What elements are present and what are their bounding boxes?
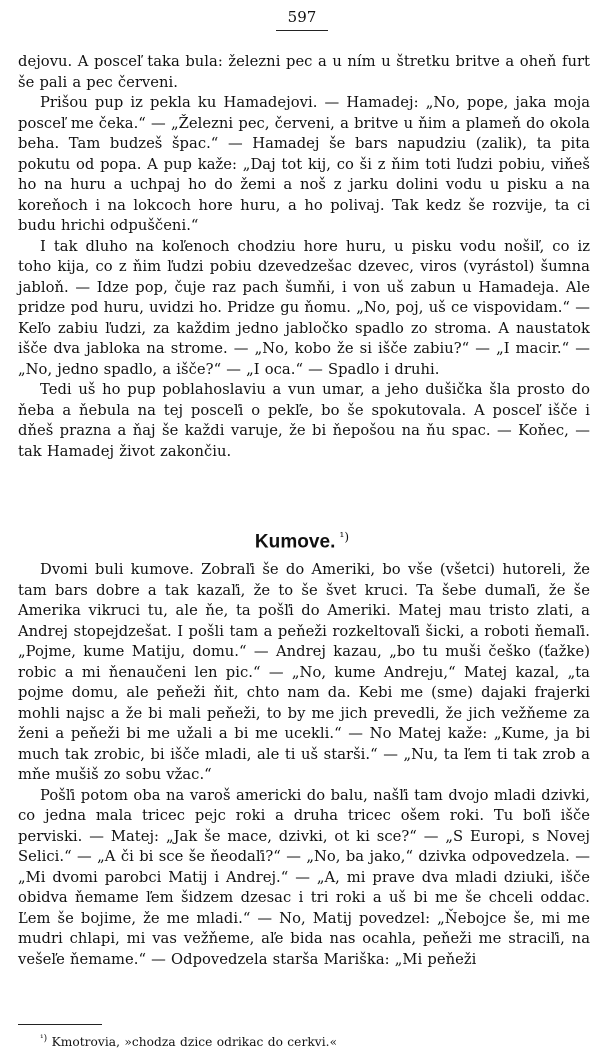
story1-paragraph-4: Tedi uš ho pup poblahoslaviu a vun umar, a jeho dušička šla prosto do ňeba a ňebula na tej posceľi o pekľe, bo še spokutovala. A posceľ išče i dňeš prazna a ňaj še každi varuje, že bi ňepošou na ňu spac. — Koňec, — tak Hamadej život zakončiu. [18, 381, 590, 460]
story1-paragraph-2: Prišou pup iz pekla ku Hamadejovi. — Hamadej: „No, pope, jaka moja posceľ me čeka.“ — „Železni pec, červeni, a britve u ňim a plameň do okola beha. Tam budzeš špac.“ — Hamadej še bars napudziu (zalik), ta pita pokutu od popa. A pup kaže: „Daj tot kij, co ši z ňim toti ľudzi pobiu, viňeš ho na huru a uchpaj ho do žemi a noš z jarku dolini vodu u pisku a na koreňoch i na lokcoch hore huru, a ho polivaj. Tak kedz še rozvije, ta ci budu hrichi odpuščeni.“ [18, 94, 590, 235]
page-number: 597 [287, 8, 317, 26]
story2-heading [0, 523, 604, 556]
footnote [18, 1030, 590, 1051]
story2-text [18, 560, 590, 970]
story2-footnote-ref: ¹) [339, 530, 350, 544]
footnote-mark: ¹) [40, 1034, 48, 1044]
story1-paragraph-1: dejovu. A posceľ taka bula: železni pec a u ním u štretku britve a oheň furt še pali a pec červeni. [18, 53, 590, 91]
story1-text [18, 52, 590, 462]
page-number-rule [276, 30, 328, 31]
story1-paragraph-3: I tak dluho na koľenoch chodziu hore huru, u pisku vodu nošiľ, co iz toho kija, co z ňim ľudzi pobiu dzevedzešac dzevec, viros (vyrástol) šumna jabloň. — Idze pop, čuje raz pach šumňi, i von uš zabun u Hamadeja. Ale pridze pod huru, uvidzi ho. Pridze gu ňomu. „No, poj, uš ce vispovidam.“ — Keľo zabiu ľudzi, za každim jedno jabločko spadlo zo stroma. A naustatok išče dva jabloka na strome. — „No, kobo že si išče zabiu?“ — „I macir.“ — „No, jedno spadlo, a išče?“ — „I oca.“ — Spadlo i druhi. [18, 237, 590, 378]
footnote-rule [18, 1024, 102, 1025]
story2-paragraph-1: Dvomi bulі kumove. Zobraľi še do Ameriki, bo vše (všetci) hutoreli, že tam bars dobre a tak kazaľi, že to še švet kruci. Ta šebe dumaľi, že še Amerika vikruci tu, ale ňe, ta pošľi do Ameriki. Matej mau tristo zlati, a Andrej stopejdzešat. I pošli tam a peňeži rozkeltovaľi šicki, a roboti ňemaľi. „Pojme, kume Matiju, domu.“ — Andrej kazau, „bo tu muši češko (ťažke) robic a mi ňenaučeni len pic.“ — „No, kume Andreju,“ Matej kazal, „ta pojme domu, ale peňeži ňit, chto nam da. Kebi me (sme) dajaki frajerki mohli najsc a že bi mali peňeži, to by me jich prevedli, že jich vežňeme za ženi a peňeži bi me užali a bi me ucekli.“ — No Matej kaže: „Kume, ja bi much tak zrobic, bi išče mladi, ale ti uš starši.“ — „Nu, ta ľem ti tak zrob a mňe mušiš zo sobu vžac.“ [18, 561, 590, 784]
story2-paragraph-2: Pošľi potom oba na varoš americki do balu, našľi tam dvojo mladi dzivki, co jedna mala tricec pejc roki a druha tricec ošem roki. Tu boľi išče perviski. — Matej: „Jak še mace, dzivki, ot ki sce?“ — „S Europi, s Novej Selici.“ — „A či bi sce še ňeodaľi?“ — „No, ba jako,“ dzivka odpovedzela. — „Mi dvomi parobci Matij i Andrej.“ — „A, mi prave dva mladi dziuki, išče obidva ňemame ľem šidzem dzesac i tri roki a uš bi me še chceli oddac. Ľem še bojime, že me mladi.“ — No, Matij povedzel: „Ňebojce še, mi me mudri chlapi, mi vas vežňeme, aľe bida nas ocahla, peňeži me straciľi, na vešeľe ňemame.“ — Odpovedzela starša Mariška: „Mi peňeži [18, 786, 590, 968]
footnote-text: Kmotrovia, »chodza dzice odrikac do cerkvi.« [51, 1035, 338, 1050]
story2-title: Kumove. [254, 531, 336, 553]
